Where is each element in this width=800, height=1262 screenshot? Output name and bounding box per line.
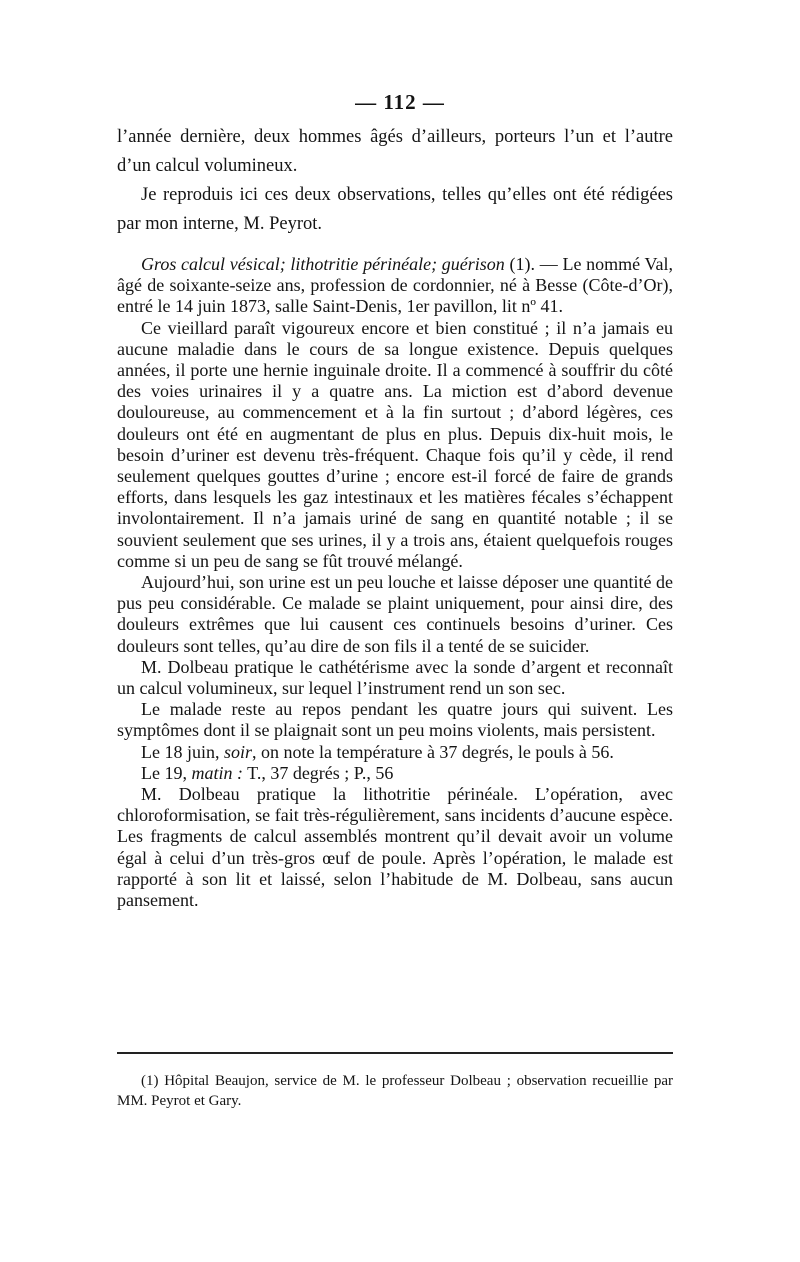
intro-section <box>117 123 673 239</box>
para-18-text-start: Le 18 juin, <box>141 741 224 762</box>
para-19-text-start: Le 19, <box>141 762 192 783</box>
intro-paragraph-2: Je reproduis ici ces deux observations, telles qu’elles ont été rédigées par mon interne, M. Peyrot. <box>117 185 673 234</box>
footnote <box>117 1071 673 1111</box>
observation-paragraph-19-june <box>117 763 673 784</box>
para-19-text-end: T., 37 degrés ; P., 56 <box>242 762 394 783</box>
para-19-italic: matin : <box>191 762 243 783</box>
observation-paragraph-4: Le malade reste au repos pendant les quatre jours qui suivent. Les symptômes dont il se plaignait sont un peu moins violents, mais persistent. <box>117 699 673 741</box>
footnote-reference[interactable]: (1). <box>509 254 536 274</box>
para-18-text-end: , on note la température à 37 degrés, le pouls à 56. <box>252 741 614 762</box>
observation-paragraph-last: M. Dolbeau pratique la lithotritie périnéale. L’opération, avec chloroformisation, se fait très-régulièrement, sans incidents d’aucune espèce. Les fragments de calcul assemblés montrent qu’il devait avoir un volume égal à celui d’un très-gros œuf de poule. Après l’opération, le malade est rapporté à son lit et laissé, selon l’habitude de M. Dolbeau, sans aucun pansement. <box>117 784 673 911</box>
footnote-text: (1) Hôpital Beaujon, service de M. le professeur Dolbeau ; observation recueillie par MM. Peyrot et Gary. <box>117 1073 673 1109</box>
observation-title: Gros calcul vésical; lithotritie périnéale; guérison <box>141 254 505 274</box>
observation-paragraph-18-june <box>117 742 673 763</box>
observation-paragraph-3: M. Dolbeau pratique le cathétérisme avec la sonde d’argent et reconnaît un calcul volumineux, sur lequel l’instrument rend un son sec. <box>117 656 673 699</box>
intro-paragraph-1: l’année dernière, deux hommes âgés d’ailleurs, porteurs l’un et l’autre d’un calcul volumineux. <box>117 127 673 176</box>
page-number: — 112 — <box>355 90 445 114</box>
observation-paragraph-1: Ce vieillard paraît vigoureux encore et bien constitué ; il n’a jamais eu aucune maladie dans le cours de sa longue existence. Depuis quelques années, il porte une hernie inguinale droite. Il a commencé à souffrir du côté des voies urinaires il y a quatre ans. La miction est d’abord devenue douloureuse, au commencement et à la fin surtout ; d’abord légères, ces douleurs ont été en augmentant de plus en plus. Depuis dix-huit mois, le besoin d’uriner est devenu très-fréquent. Chaque fois qu’il y cède, il rend seulement quelques gouttes d’urine ; encore est-il forcé de faire de grands efforts, dans lesquels les gaz intestinaux et les matières fécales s’échappent involontairement. Il n’a jamais uriné de sang en quantité notable ; il se souvient seulement que ses urines, il y a trois ans, étaient quelquefois rouges comme si un peu de sang se fût trouvé mélangé. <box>117 317 673 571</box>
observation-heading-paragraph <box>117 254 673 318</box>
para-18-italic: soir <box>224 741 253 762</box>
observation-section <box>117 254 673 911</box>
observation-paragraph-2: Aujourd’hui, son urine est un peu louche et laisse déposer une quantité de pus peu considérable. Ce malade se plaint uniquement, pour ainsi dire, des douleurs extrêmes que lui causent ces continuels besoins d’uriner. Ces douleurs sont telles, qu’au dire de son fils il a tenté de se suicider. <box>117 572 673 656</box>
footnote-divider <box>117 1052 673 1054</box>
observation-heading-text: — Le nommé Val, âgé de soixante-seize ans, profession de cordonnier, né à Besse (Côte-d’Or), entré le 14 juin 1873, salle Saint-Denis, 1er pavillon, lit nº 41. <box>117 254 674 317</box>
